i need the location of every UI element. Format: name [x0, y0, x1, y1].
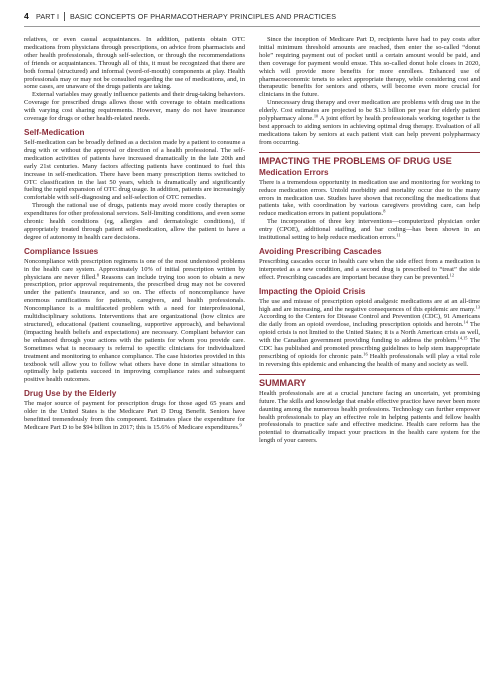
citation: 14: [463, 319, 468, 325]
citation: 9: [239, 422, 242, 428]
running-header: [24, 8, 480, 27]
citation: 10: [313, 113, 319, 119]
text-run: A joint effort by health professionals working together is the best approach to aiding seniors in achieving optimal drug therapy. Evaluation of all medications taken by seniors at each patient visit can help prevent polypharmacy from occurring.: [259, 115, 480, 146]
text-run: Unnecessary drug therapy and over medication are problems with drug use in the elderly. Cost estimates are projected to be $1.3 billion per year for elderly patient polypharmacy alone.: [259, 99, 480, 123]
text-run: There is a tremendous opportunity in medication use and monitoring for working to reduce medication errors. Untold morbidity and mortality occur due to the many errors in medication use. Studies have shown that reconciling the medications that patients take, with coordination by various caregivers providing care, can help reduce medication errors in patient populations.: [259, 178, 480, 218]
paragraph: [259, 218, 480, 242]
text-run: Reasons can include trying too soon to obtain a new prescription, prior approval requirements, the prescribed drug may not be covered under the patient's insurance, and so on. The effects of noncompliance have enormous ramifications for patients, caregivers, and health professionals. Noncompliance is a multifaceted problem with a need for interprofessional, multidisciplinary solutions. Interventions that are organizational (how clinics are structured), educational (patient counseling, supportive approach), and behavioral (impacting health beliefs and expectations) are necessary. Compliant behavior can be enhanced through your actions with the patients for whom you provide care. Sometimes what is necessary is referral to specific clinicians for individualized treatment and monitoring to enhance compliance. The case histories provided in this textbook will allow you to follow what others have done in similar situations to optimally help patients succeed in improving compliance rates and subsequent positive health outcomes.: [24, 273, 245, 384]
section-heading-medication-errors: Medication Errors: [259, 167, 329, 177]
text-run: The CDC has published and promoted prescribing guidelines to help stem inappropriate prescribing of opioids for chronic pain.: [259, 337, 480, 360]
header-divider: [64, 12, 65, 21]
citation: 11: [396, 232, 401, 238]
text-run: Health professionals will play a vital role in reversing this epidemic and enhancing the health of many and society as well.: [259, 353, 480, 368]
paragraph: [259, 298, 480, 369]
right-column: [259, 36, 480, 445]
paragraph: Self-medication can be broadly defined as a decision made by a patient to consume a drug with or without the approval or direction of a health professional. The self-medication activities of patients have increased dramatically in the late 20th and early 21st centuries. Many factors affecting patients have continued to fuel this increase in self-medication. There have been many prescription items switched to OTC classification in the last 50 years, which is dramatically and significantly fueling the rapid expansion of OTC drug usage. In addition, patients are increasingly comfortable with self-diagnosing and self-selection of OTC remedies.: [24, 138, 245, 202]
part-label: PART I: [35, 11, 60, 21]
section-heading-cascades: Avoiding Prescribing Cascades: [259, 246, 382, 256]
text-run: The major source of payment for prescription drugs for those aged 65 years and older in the United States is the Medicare Part D Drug Benefit. Seniors have benefitted tremendously from this component. Estimates place the expenditure for Medicare Part D to be $94 billion in 2017; this is 15.6% of Medicare expenditures.: [24, 400, 245, 431]
text-run: The incorporation of three key interventions—computerized physician order entry (CPOE), additional staffing, and bar coding—has been shown in an institutional setting to help reduce medication errors.: [259, 218, 480, 242]
major-heading-impacting: IMPACTING THE PROBLEMS OF DRUG USE: [259, 152, 480, 166]
two-column-body: [24, 36, 480, 445]
paragraph: [259, 99, 480, 146]
text-run: According to the Centers for Disease Control and Prevention (CDC), 91 Americans die daily from an opioid overdose, including prescription opioids and heroin.: [259, 313, 480, 329]
citation: 16: [363, 351, 368, 357]
text-run: Prescribing cascades occur in health care when the side effect from a medication is interpreted as a new condition, and a second drug is prescribed to “treat” the side effect. Prescribing cascades are important because they can be prevented.: [259, 257, 480, 281]
text-run: Noncompliance with prescription regimens is one of the most understood problems in the health care system. Approximately 10% of initial prescription written by physicians are never filled.: [24, 257, 245, 281]
left-column: [24, 36, 245, 445]
paragraph: External variables may greatly influence patients and their drug-taking behaviors. Coverage for prescribed drugs allows those with coverage to obtain medications with varying cost sharing requirements. However, many do not have insurance coverage for drugs or other health-related needs.: [24, 91, 245, 123]
paragraph: [24, 258, 245, 385]
citation: 8: [383, 208, 386, 214]
text-run: The opioid crisis is not limited to the United States; it is a North American crisis as well, with the Canadian government providing funding to address the problem.: [259, 321, 481, 345]
citation: 13: [475, 303, 480, 309]
paragraph: [24, 400, 245, 432]
citation: 12: [449, 272, 455, 278]
page-number: 4: [24, 11, 29, 21]
paragraph: Through the rational use of drugs, patients may avoid more costly therapies or expenditures for other professional services. Self-limiting conditions, and even some chronic health conditions (eg, allergies and dermatologic conditions), if appropriately treated through patient self-medication, allow the patient to have a degree of autonomy in health care decisions.: [24, 202, 245, 241]
major-heading-summary: SUMMARY: [259, 374, 480, 388]
paragraph: [259, 179, 480, 219]
chapter-title: BASIC CONCEPTS OF PHARMACOTHERAPY PRINCIPLES AND PRACTICES: [70, 11, 337, 21]
paragraph: Since the inception of Medicare Part D, recipients have had to pay costs after initial minimum threshold amounts are reached, then enter the so-called “donut hole” requiring payment out of pocket until a certain amount would be paid, and then coverage for payment would ensue. This so-called donut hole closes in 2020, which will provide more benefits for more enrollees. Enhanced use of pharmacoeconomic tenets to select appropriate therapy, while considering cost and therapeutic benefits for seniors and others, will become even more crucial for clinicians in the future.: [259, 36, 480, 99]
section-heading-elderly: Drug Use by the Elderly: [24, 389, 117, 399]
paragraph: relatives, or even casual acquaintances. In addition, patients obtain OTC medications from physicians through prescriptions, on advice from pharmacists and other health professionals, through self-selection, or through the recommendations of friends or acquaintances. Through all of this, it must be recognized that there are both formal (structured) and informal (word-of-mouth) components at play. Health professionals may or may not be consulted regarding the use of medications, and, in some cases, are unaware of the drugs patients are taking.: [24, 36, 245, 91]
section-heading-compliance: Compliance Issues: [24, 246, 99, 256]
paragraph: Health professionals are at a crucial juncture facing an uncertain, yet promising future. The skills and knowledge that enable effective practice have never been more daunting among the numerous health professions. Technology can further empower health professionals to play an effective role in helping patients and fellow health professionals to practice safe and effective medicine. Health care reform has the potential to dramatically impact your practices in the health care system for the length of your careers.: [259, 389, 480, 445]
citation: 14,15: [457, 335, 468, 341]
paragraph: [259, 258, 480, 282]
section-heading-opioid: Impacting the Opioid Crisis: [259, 286, 366, 296]
text-run: The use and misuse of prescription opioid analgesic medications are at an all-time high and are increasing, and the negative consequences of this epidemic are many.: [259, 297, 480, 313]
citation: 8: [96, 271, 99, 277]
section-heading-self-medication: Self-Medication: [24, 127, 85, 137]
